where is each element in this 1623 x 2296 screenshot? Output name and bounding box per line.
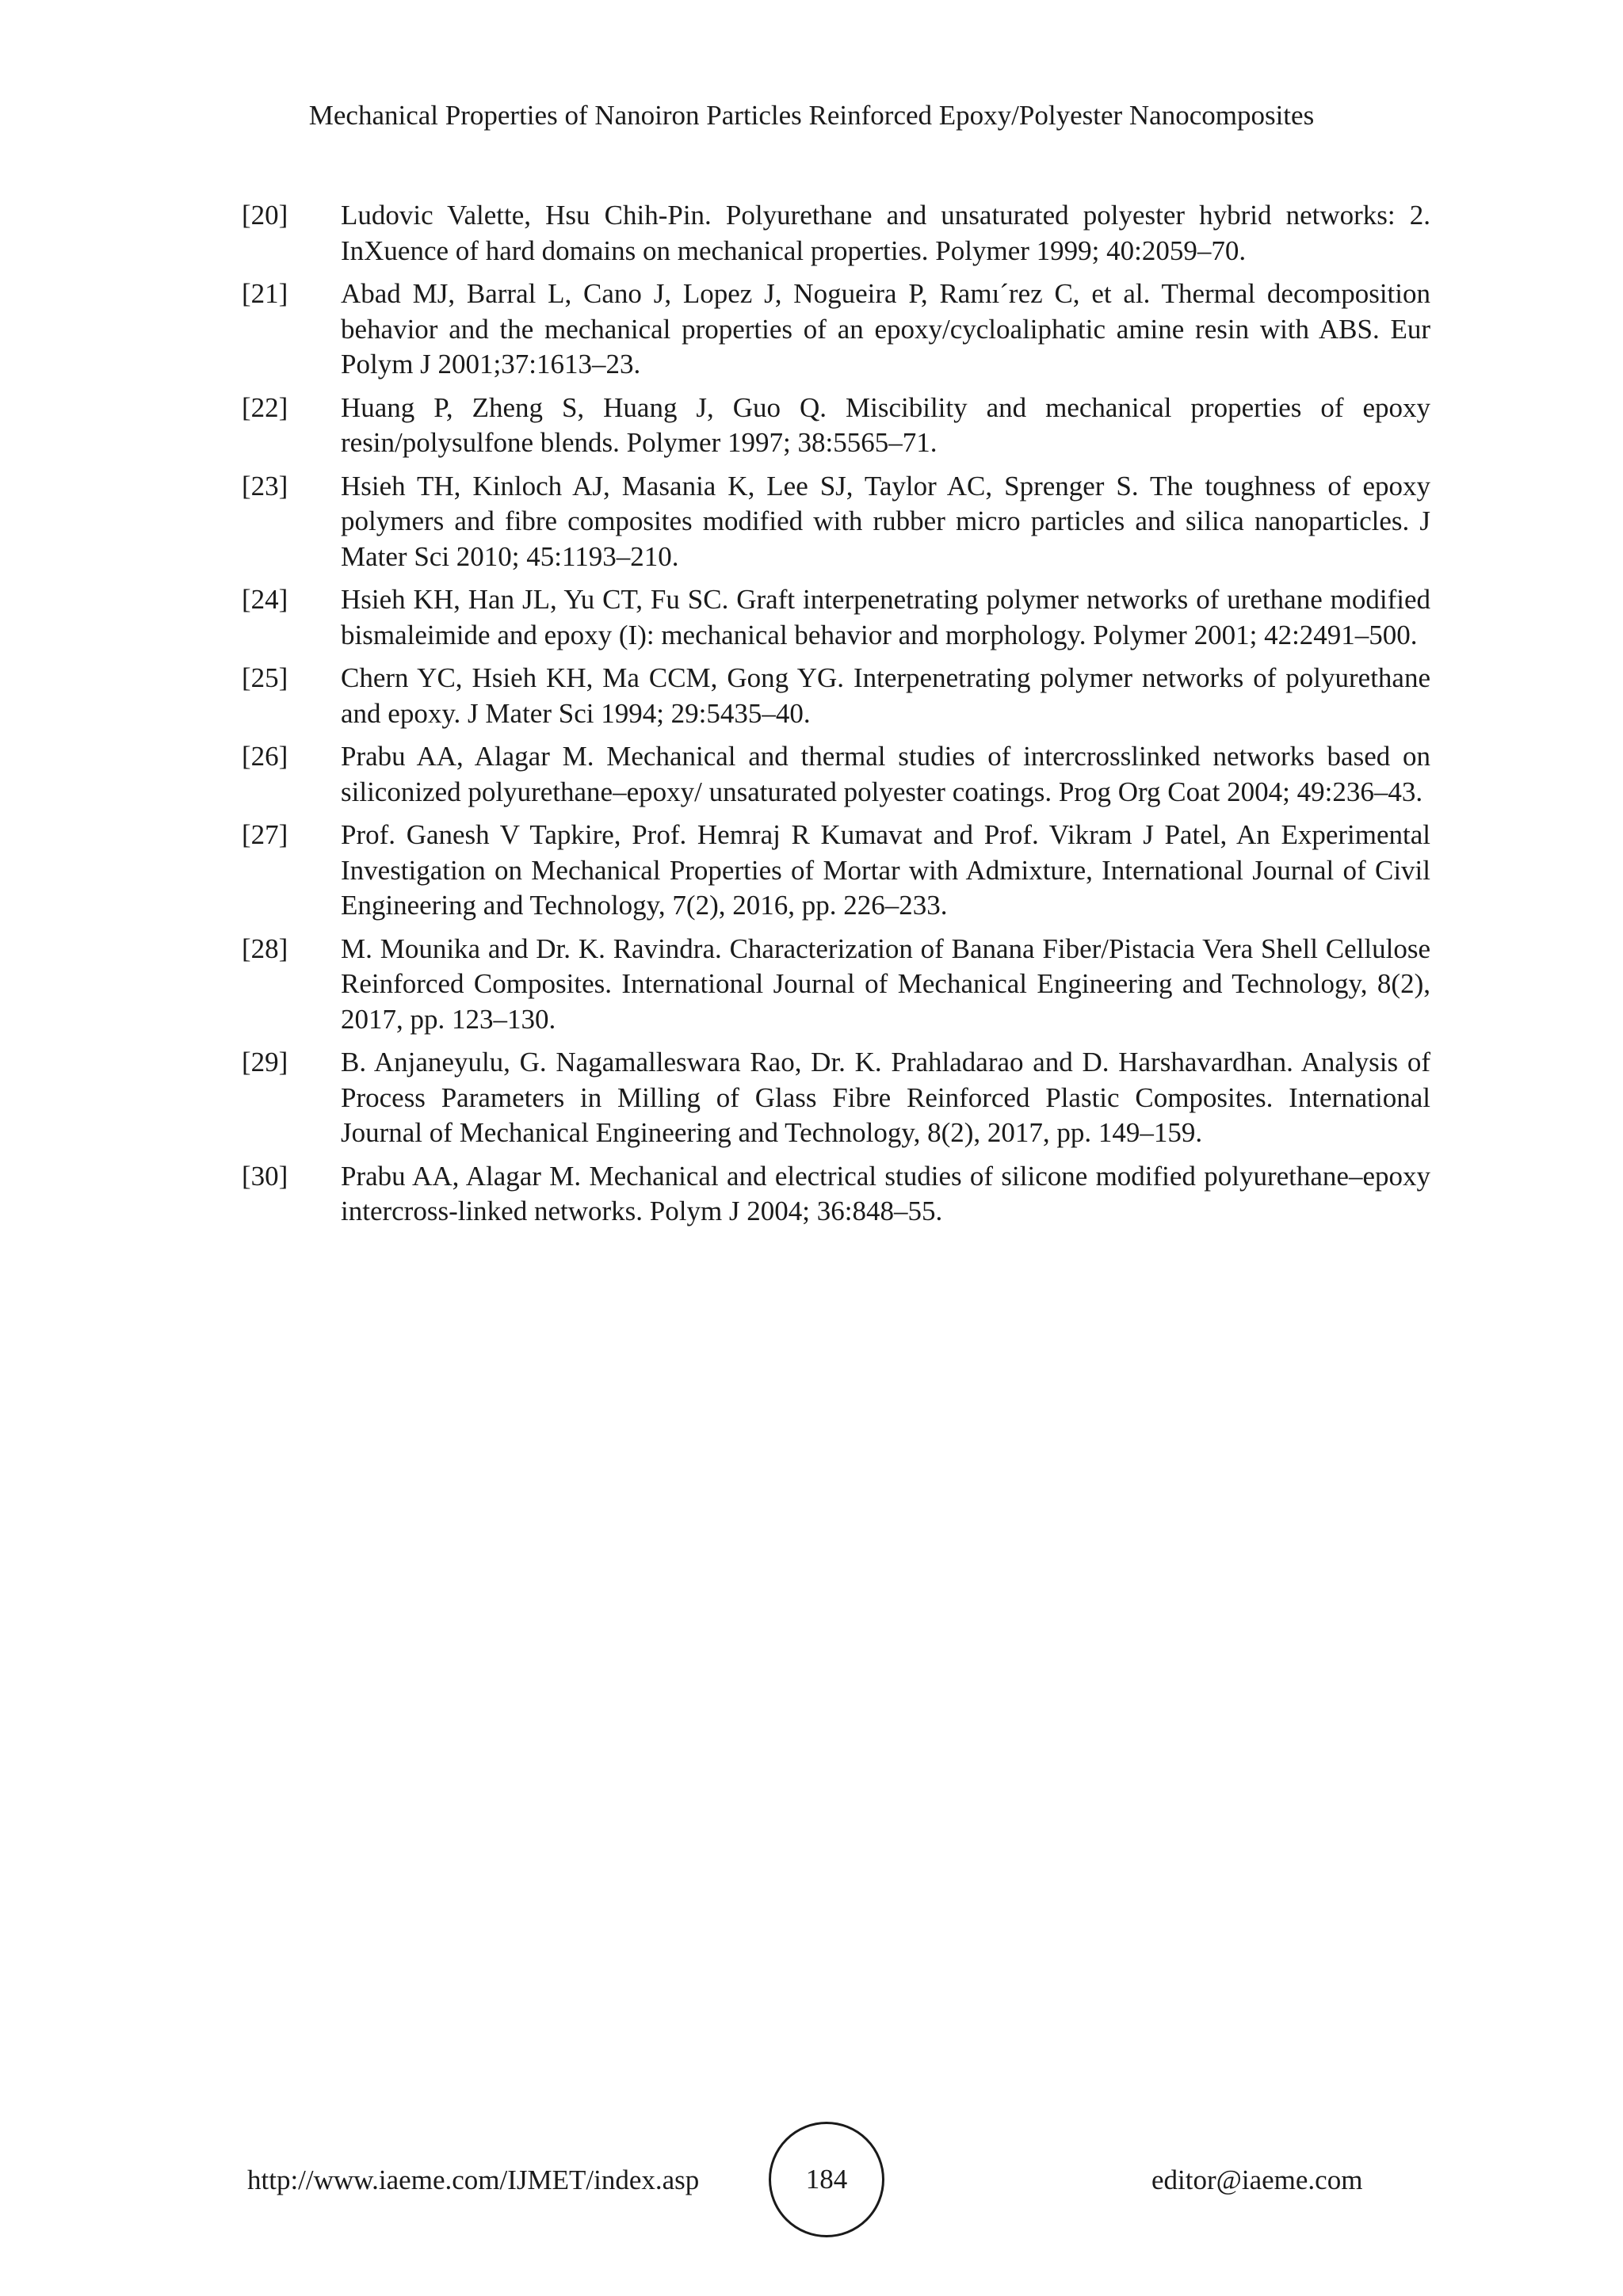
reference-text: Abad MJ, Barral L, Cano J, Lopez J, Nogueira P, Ramı´rez C, et al. Thermal decomposition behavior and the mechanical properties of an epoxy/cycloaliphatic amine resin with ABS. Eur Polym J 2001;37:1613–23. [341, 278, 1430, 379]
running-header: Mechanical Properties of Nanoiron Particles Reinforced Epoxy/Polyester Nanocomposites [308, 100, 1315, 131]
reference-text: Prabu AA, Alagar M. Mechanical and electrical studies of silicone modified polyurethane–epoxy intercross-linked networks. Polym J 2004; 36:848–55. [341, 1160, 1430, 1226]
reference-item [242, 198, 1430, 269]
reference-text: Hsieh KH, Han JL, Yu CT, Fu SC. Graft interpenetrating polymer networks of urethane modified bismaleimide and epoxy (I): mechanical behavior and morphology. Polymer 2001; 42:2491–500. [341, 584, 1430, 650]
reference-item [242, 469, 1430, 575]
reference-number: [24] [242, 584, 288, 615]
reference-item [242, 1045, 1430, 1151]
footer-email-link[interactable]: editor@iaeme.com [1151, 2164, 1363, 2195]
reference-text: Ludovic Valette, Hsu Chih-Pin. Polyurethane and unsaturated polyester hybrid networks: 2. InXuence of hard domains on mechanical properties. Polymer 1999; 40:2059–70. [341, 200, 1430, 266]
reference-text: Chern YC, Hsieh KH, Ma CCM, Gong YG. Interpenetrating polymer networks of polyurethane and epoxy. J Mater Sci 1994; 29:5435–40. [341, 662, 1430, 729]
page-number-badge [769, 2122, 884, 2237]
reference-text: Prof. Ganesh V Tapkire, Prof. Hemraj R Kumavat and Prof. Vikram J Patel, An Experimental Investigation on Mechanical Properties of Mortar with Admixture, International Journal of Civil Engineering and Technology, 7(2), 2016, pp. 226–233. [341, 819, 1430, 921]
reference-number: [28] [242, 933, 288, 964]
reference-text: Hsieh TH, Kinloch AJ, Masania K, Lee SJ, Taylor AC, Sprenger S. The toughness of epoxy polymers and fibre composites modified with rubber micro particles and silica nanoparticles. J Mater Sci 2010; 45:1193–210. [341, 470, 1430, 572]
reference-text: M. Mounika and Dr. K. Ravindra. Characterization of Banana Fiber/Pistacia Vera Shell Cellulose Reinforced Composites. International Journal of Mechanical Engineering and Technology, 8(2), 2017, pp. 123–130. [341, 933, 1430, 1035]
reference-item [242, 582, 1430, 653]
reference-number: [30] [242, 1160, 288, 1192]
reference-number: [26] [242, 741, 288, 772]
reference-list [242, 198, 1430, 1238]
reference-number: [20] [242, 200, 288, 231]
reference-text: B. Anjaneyulu, G. Nagamalleswara Rao, Dr. K. Prahladarao and D. Harshavardhan. Analysis of Process Parameters in Milling of Glass Fibre Reinforced Plastic Composites. International Journal of Mechanical Engineering and Technology, 8(2), 2017, pp. 149–159. [341, 1047, 1430, 1148]
reference-text: Huang P, Zheng S, Huang J, Guo Q. Miscibility and mechanical properties of epoxy resin/polysulfone blends. Polymer 1997; 38:5565–71. [341, 391, 1430, 458]
reference-item [242, 818, 1430, 924]
reference-item [242, 661, 1430, 731]
page-number: 184 [805, 2164, 848, 2195]
reference-item [242, 277, 1430, 383]
reference-text: Prabu AA, Alagar M. Mechanical and thermal studies of intercrosslinked networks based on siliconized polyurethane–epoxy/ unsaturated polyester coatings. Prog Org Coat 2004; 49:236–43. [341, 741, 1430, 807]
reference-number: [29] [242, 1047, 288, 1077]
reference-number: [23] [242, 470, 288, 502]
reference-item [242, 739, 1430, 810]
reference-item [242, 932, 1430, 1038]
reference-item [242, 391, 1430, 461]
reference-number: [25] [242, 662, 288, 693]
footer-url-link[interactable]: http://www.iaeme.com/IJMET/index.asp [247, 2164, 700, 2195]
reference-item [242, 1159, 1430, 1230]
reference-number: [21] [242, 278, 288, 309]
reference-number: [22] [242, 391, 288, 423]
reference-number: [27] [242, 819, 288, 850]
